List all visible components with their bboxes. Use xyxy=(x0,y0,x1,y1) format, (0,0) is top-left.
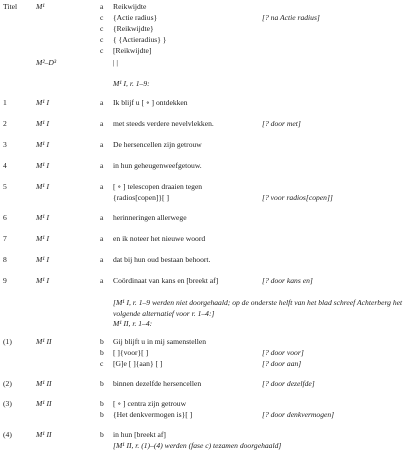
editorial-note-closing: [M¹ II, r. (1)–(4) werden (fase c) tezamen doorgehaald] xyxy=(113,441,282,450)
variant-stage: c xyxy=(100,35,104,44)
variant-text: {Actie radius} xyxy=(113,13,158,22)
variant-stage: a xyxy=(100,161,104,170)
variant-text: herinneringen allerwege xyxy=(113,213,187,222)
variant-text: Ik blijf u [ ∘ ] ontdekken xyxy=(113,98,188,107)
apparatus-row xyxy=(0,47,409,57)
apparatus-row xyxy=(0,25,409,35)
editorial-note: [? voor radios[copen]] xyxy=(262,193,333,202)
variant-stage: c xyxy=(100,24,104,33)
line-number: 3 xyxy=(3,140,7,149)
editorial-note: [? door met] xyxy=(262,119,301,128)
apparatus-row xyxy=(0,349,409,359)
section-heading-m1-i xyxy=(0,80,409,90)
line-number: (3) xyxy=(3,399,12,408)
witness-siglum: M¹ I xyxy=(36,182,50,191)
witness-siglum: M¹ II xyxy=(36,399,52,408)
apparatus-row xyxy=(0,214,409,224)
apparatus-row xyxy=(0,14,409,24)
editorial-note: [? door voor] xyxy=(262,348,304,357)
apparatus-row xyxy=(0,431,409,441)
apparatus-row xyxy=(0,36,409,46)
editorial-note: [? na Actie radius] xyxy=(262,13,320,22)
apparatus-row xyxy=(0,162,409,172)
variant-text: {radios[copen]}[ ] xyxy=(113,193,169,202)
variant-stage: c xyxy=(100,359,104,368)
variant-stage: b xyxy=(100,348,104,357)
line-number: 5 xyxy=(3,182,7,191)
apparatus-row xyxy=(0,411,409,421)
line-number: 1 xyxy=(3,98,7,107)
apparatus-row xyxy=(0,380,409,390)
variant-stage: a xyxy=(100,2,104,11)
line-number: (2) xyxy=(3,379,12,388)
variant-stage: c xyxy=(100,46,104,55)
line-number: 7 xyxy=(3,234,7,243)
apparatus-row xyxy=(0,99,409,109)
variant-stage: a xyxy=(100,140,104,149)
variant-text: binnen dezelfde hersencellen xyxy=(113,379,202,388)
apparatus-row xyxy=(0,338,409,348)
section-heading-m1-ii xyxy=(0,320,409,330)
variant-stage: a xyxy=(100,255,104,264)
variant-text: | | xyxy=(113,58,118,67)
witness-siglum: M¹ xyxy=(36,2,45,11)
apparatus-row xyxy=(0,360,409,370)
variant-stage: b xyxy=(100,337,104,346)
apparatus-row xyxy=(0,59,409,69)
variant-text: [Reikwijdte] xyxy=(113,46,152,55)
variant-text: {Het denkvermogen is}[ ] xyxy=(113,410,193,419)
witness-siglum: M¹ I xyxy=(36,255,50,264)
apparatus-row xyxy=(0,194,409,204)
variant-text: { {Actieradius} } xyxy=(113,35,167,44)
witness-siglum: M¹ II xyxy=(36,337,52,346)
editorial-note: [? door kans en] xyxy=(262,276,313,285)
variant-text: dat bij hun oud bestaan behoort. xyxy=(113,255,211,264)
section-heading-text: M¹ I, r. 1–9: xyxy=(113,79,150,88)
apparatus-row xyxy=(0,277,409,287)
line-number: 8 xyxy=(3,255,7,264)
witness-siglum: M¹ I xyxy=(36,161,50,170)
variant-stage: c xyxy=(100,13,104,22)
witness-siglum: M²–D³ xyxy=(36,58,57,67)
variant-text: {Reikwijdte} xyxy=(113,24,154,33)
editorial-note: [? door denkvermogen] xyxy=(262,410,335,419)
witness-siglum: M¹ II xyxy=(36,379,52,388)
line-number: Titel xyxy=(3,2,18,11)
editorial-note: [? door aan] xyxy=(262,359,302,368)
variant-text: en ik noteer het nieuwe woord xyxy=(113,234,206,243)
variant-stage: a xyxy=(100,182,104,191)
apparatus-row xyxy=(0,141,409,151)
witness-siglum: M¹ I xyxy=(36,140,50,149)
editorial-note-paragraph: [M¹ I, r. 1–9 werden niet doorgehaald; op de onderste helft van het blad schreef Achterberg het volgende alternatief voor r. 1–4:] xyxy=(113,298,403,318)
variant-text: in hun geheugenweefgetouw. xyxy=(113,161,202,170)
variant-stage: a xyxy=(100,234,104,243)
witness-siglum: M¹ II xyxy=(36,430,52,439)
line-number: 6 xyxy=(3,213,7,222)
line-number: 9 xyxy=(3,276,7,285)
witness-siglum: M¹ I xyxy=(36,234,50,243)
variant-text: met steeds verdere nevelvlekken. xyxy=(113,119,214,128)
editorial-note: [? door dezelfde] xyxy=(262,379,315,388)
line-number: (1) xyxy=(3,337,12,346)
variant-stage: a xyxy=(100,98,104,107)
variant-text: Reikwijdte xyxy=(113,2,147,11)
variant-text: in hun [breekt af] xyxy=(113,430,166,439)
variant-text: Coördinaat van kans en [breekt af] xyxy=(113,276,219,285)
witness-siglum: M¹ I xyxy=(36,119,50,128)
witness-siglum: M¹ I xyxy=(36,98,50,107)
apparatus-row xyxy=(0,256,409,266)
line-number: 2 xyxy=(3,119,7,128)
variant-text: [ ]{voor}[ ] xyxy=(113,348,149,357)
variant-stage: a xyxy=(100,276,104,285)
variant-text: Gij blijft u in mij samenstellen xyxy=(113,337,207,346)
variant-stage: b xyxy=(100,410,104,419)
variant-stage: a xyxy=(100,119,104,128)
variant-text: [G]e [ ]{aan} [ ] xyxy=(113,359,163,368)
variant-text: [ ∘ ] centra zijn getrouw xyxy=(113,399,187,408)
variant-text: [ ∘ ] telescopen draaien tegen xyxy=(113,182,203,191)
variant-stage: b xyxy=(100,399,104,408)
section-heading-text: M¹ II, r. 1–4: xyxy=(113,319,153,328)
variant-text: De hersencellen zijn getrouw xyxy=(113,140,202,149)
apparatus-row xyxy=(0,3,409,13)
apparatus-row xyxy=(0,183,409,193)
variant-stage: a xyxy=(100,213,104,222)
witness-siglum: M¹ I xyxy=(36,276,50,285)
variant-stage: b xyxy=(100,430,104,439)
apparatus-row xyxy=(0,400,409,410)
line-number: 4 xyxy=(3,161,7,170)
witness-siglum: M¹ I xyxy=(36,213,50,222)
apparatus-row xyxy=(0,120,409,130)
apparatus-row xyxy=(0,235,409,245)
variant-stage: b xyxy=(100,379,104,388)
line-number: (4) xyxy=(3,430,12,439)
